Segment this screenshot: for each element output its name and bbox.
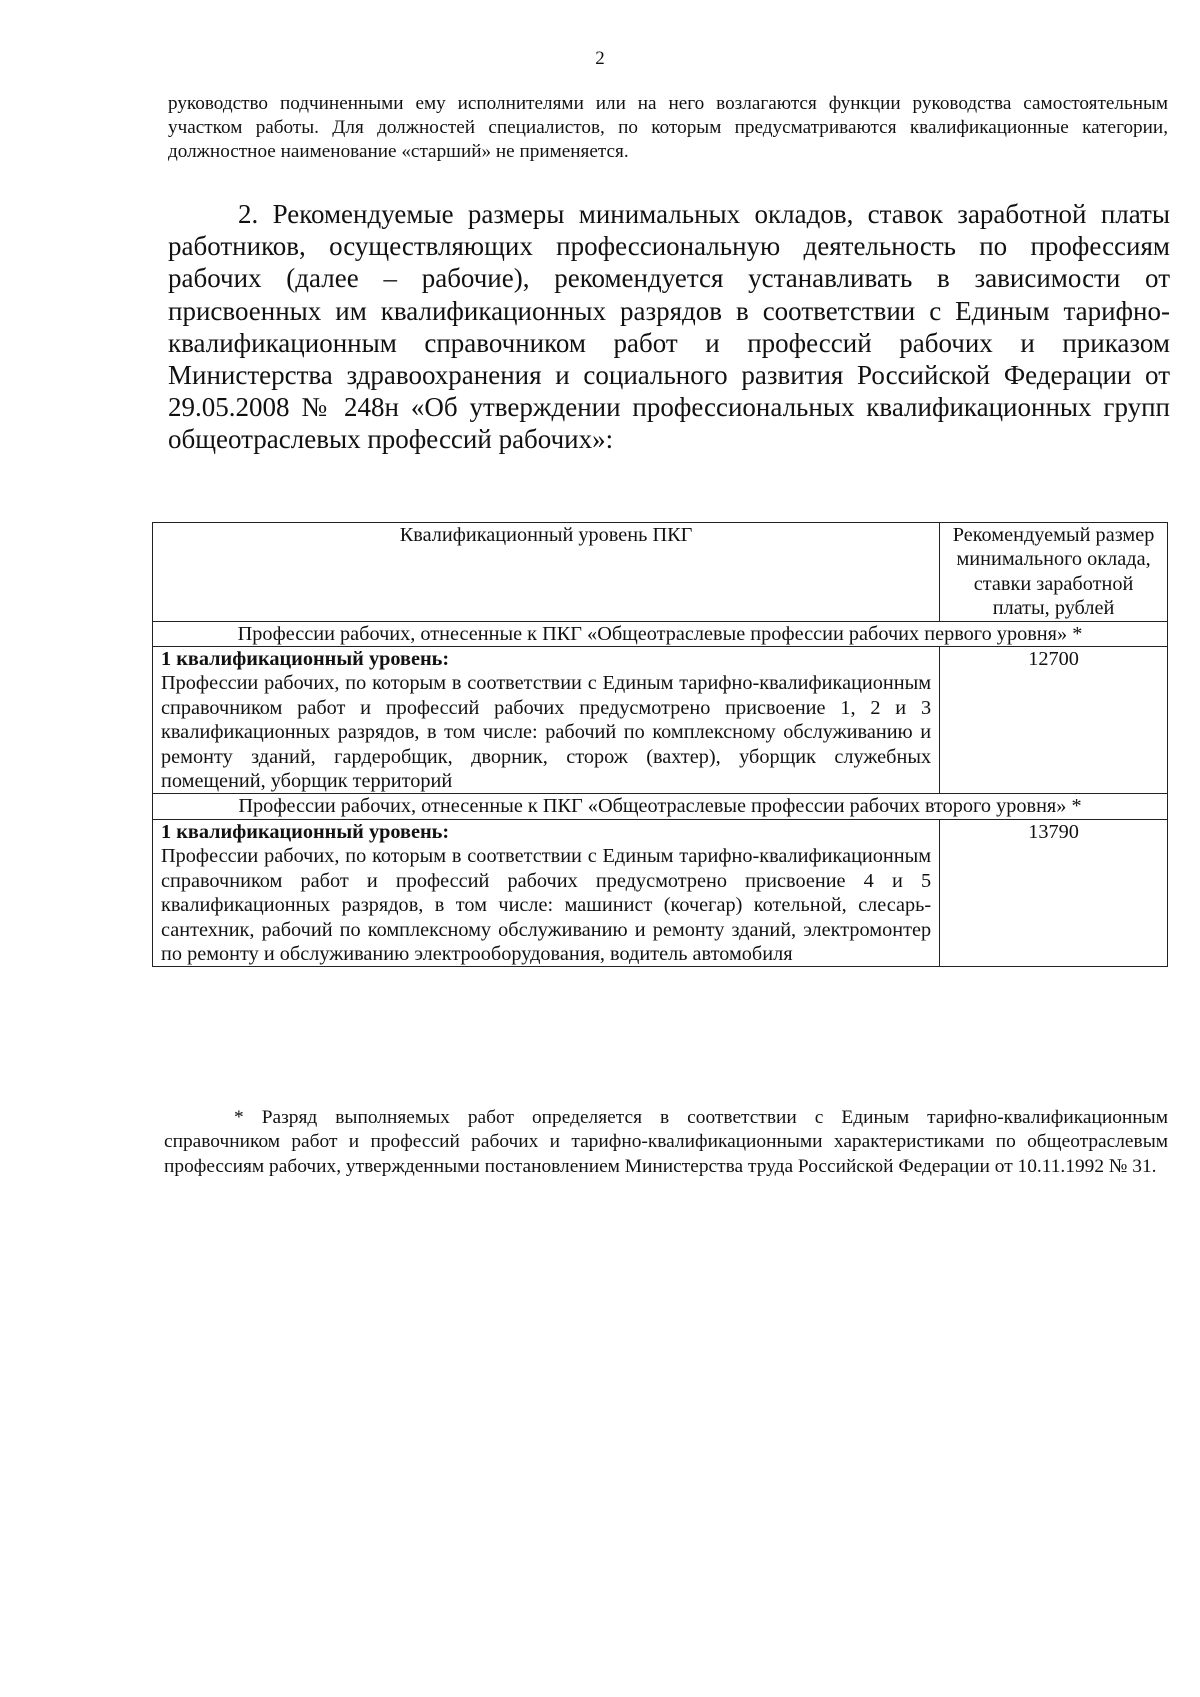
footnote: * Разряд выполняемых работ определяется в соответствии с Единым тарифно-квалификационным справочником работ и профессий рабочих и тарифно-квалификационными характеристиками по общеотраслевым профессиям рабочих, утвержденными постановлением Министерства труда Российской Федерации от 10.11.1992 № 31. [164,1107,1168,1177]
group-row-second-level [153,794,1168,819]
salary-value: 12700 [940,647,1168,794]
group-row-first-level [153,621,1168,646]
level-description: Профессии рабочих, по которым в соответствии с Единым тарифно-квалификационным справочником работ и профессий рабочих предусмотрено присвоение 4 и 5 квалификационных разрядов, в том числе: машинист (кочегар) котельной, слесарь-сантехник, рабочий по комплексному обслуживанию и ремонту зданий, электромонтер по ремонту и обслуживанию электрооборудования, водитель автомобиля [161,845,932,965]
table-row [153,819,1168,966]
table-header-row [153,523,1168,622]
header-recommended-salary: Рекомендуемый размер минимального оклада, ставки заработной платы, рублей [940,523,1168,622]
salary-value: 13790 [940,819,1168,966]
level-title: 1 квалификационный уровень: [161,820,450,843]
qualification-cell [153,819,940,966]
group-title: Профессии рабочих, отнесенные к ПКГ «Общеотраслевые профессии рабочих первого уровня» * [153,621,1168,646]
group-title: Профессии рабочих, отнесенные к ПКГ «Общеотраслевые профессии рабочих второго уровня» * [153,794,1168,819]
header-qualification-level: Квалификационный уровень ПКГ [153,523,940,622]
intro-paragraph: руководство подчиненными ему исполнителями или на него возлагаются функции руководства самостоятельным участком работы. Для должностей специалистов, по которым предусматриваются квалификационные категории, должностное наименование «старший» не применяется. [168,93,1168,162]
page-number: 2 [595,48,605,69]
salary-table [152,522,1168,967]
table-row [153,647,1168,794]
section-2-paragraph: 2. Рекомендуемые размеры минимальных окладов, ставок заработной платы работников, осуществляющих профессиональную деятельность по профессиям рабочих (далее – рабочие), рекомендуется устанавливать в зависимости от присвоенных им квалификационных разрядов в соответствии с Единым тарифно-квалификационным справочником работ и профессий рабочих и приказом Министерства здравоохранения и социального развития Российской Федерации от 29.05.2008 № 248н «Об утверждении профессиональных квалификационных групп общеотраслевых профессий рабочих»: [168,199,1170,455]
level-title: 1 квалификационный уровень: [161,648,450,671]
level-description: Профессии рабочих, по которым в соответствии с Единым тарифно-квалификационным справочником работ и профессий рабочих предусмотрено присвоение 1, 2 и 3 квалификационных разрядов, в том числе: рабочий по комплексному обслуживанию и ремонту зданий, гардеробщик, дворник, сторож (вахтер), уборщик служебных помещений, уборщик территорий [161,672,932,793]
qualification-cell [153,647,940,794]
